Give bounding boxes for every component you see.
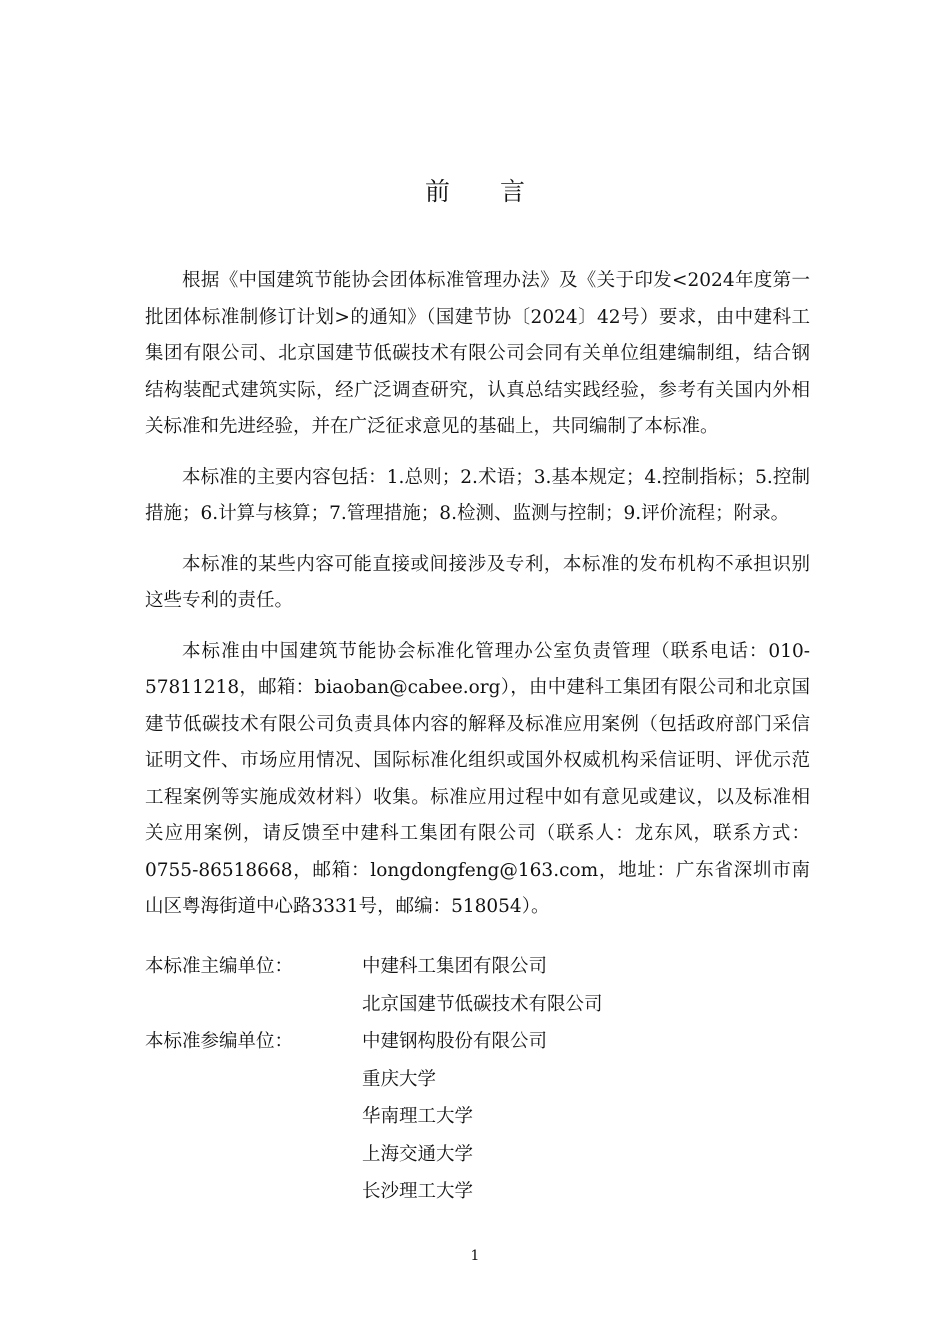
list-item: 中建钢构股份有限公司: [362, 1031, 548, 1052]
participating-row: [145, 1023, 810, 1211]
organizations-section: [145, 948, 810, 1211]
paragraph: 本标准的主要内容包括：1.总则；2.术语；3.基本规定；4.控制指标；5.控制措施；6.计算与核算；7.管理措施；8.检测、监测与控制；9.评价流程；附录。: [145, 466, 810, 524]
page-title: [0, 172, 950, 208]
list-item: 华南理工大学: [362, 1106, 474, 1127]
paragraph: 本标准由中国建筑节能协会标准化管理办公室负责管理（联系电话：010-57811218，邮箱：biaoban@cabee.org），由中建科工集团有限公司和北京国建节低碳技术有限公司负责具体内容的解释及标准应用案例（包括政府部门采信证明文件、市场应用情况、国际标准化组织或国外权威机构采信证明、评优示范工程案例等实施成效材料）收集。标准应用过程中如有意见或建议，以及标准相关应用案例，请反馈至中建科工集团有限公司（联系人：龙东风，联系方式：0755-86518668，邮箱：longdongfeng@163.com，地址：广东省深圳市南山区粤海街道中心路3331号，邮编：518054）。: [145, 640, 810, 917]
list-item: 长沙理工大学: [362, 1181, 474, 1202]
chief-editor-row: [145, 948, 810, 1023]
list-item: 北京国建节低碳技术有限公司: [362, 993, 603, 1015]
list-item: 中建科工集团有限公司: [362, 956, 548, 977]
preface-body: [145, 263, 810, 940]
participating-label: 本标准参编单位：: [145, 1031, 294, 1052]
paragraph: 本标准的某些内容可能直接或间接涉及专利，本标准的发布机构不承担识别这些专利的责任。: [145, 553, 810, 611]
title-char: 言: [500, 177, 526, 206]
page-number: 1: [470, 1248, 480, 1264]
title-char: 前: [424, 177, 450, 206]
chief-editor-list: [362, 948, 810, 1023]
participating-list: [362, 1023, 810, 1211]
paragraph: 根据《中国建筑节能协会团体标准管理办法》及《关于印发<2024年度第一批团体标准制修订计划>的通知》（国建节协〔2024〕42号）要求，由中建科工集团有限公司、北京国建节低碳技术有限公司会同有关单位组建编制组，结合钢结构装配式建筑实际，经广泛调查研究，认真总结实践经验，参考有关国内外相关标准和先进经验，并在广泛征求意见的基础上，共同编制了本标准。: [145, 270, 810, 437]
chief-editor-label: 本标准主编单位：: [145, 956, 294, 977]
list-item: 重庆大学: [362, 1068, 437, 1090]
list-item: 上海交通大学: [362, 1143, 474, 1165]
